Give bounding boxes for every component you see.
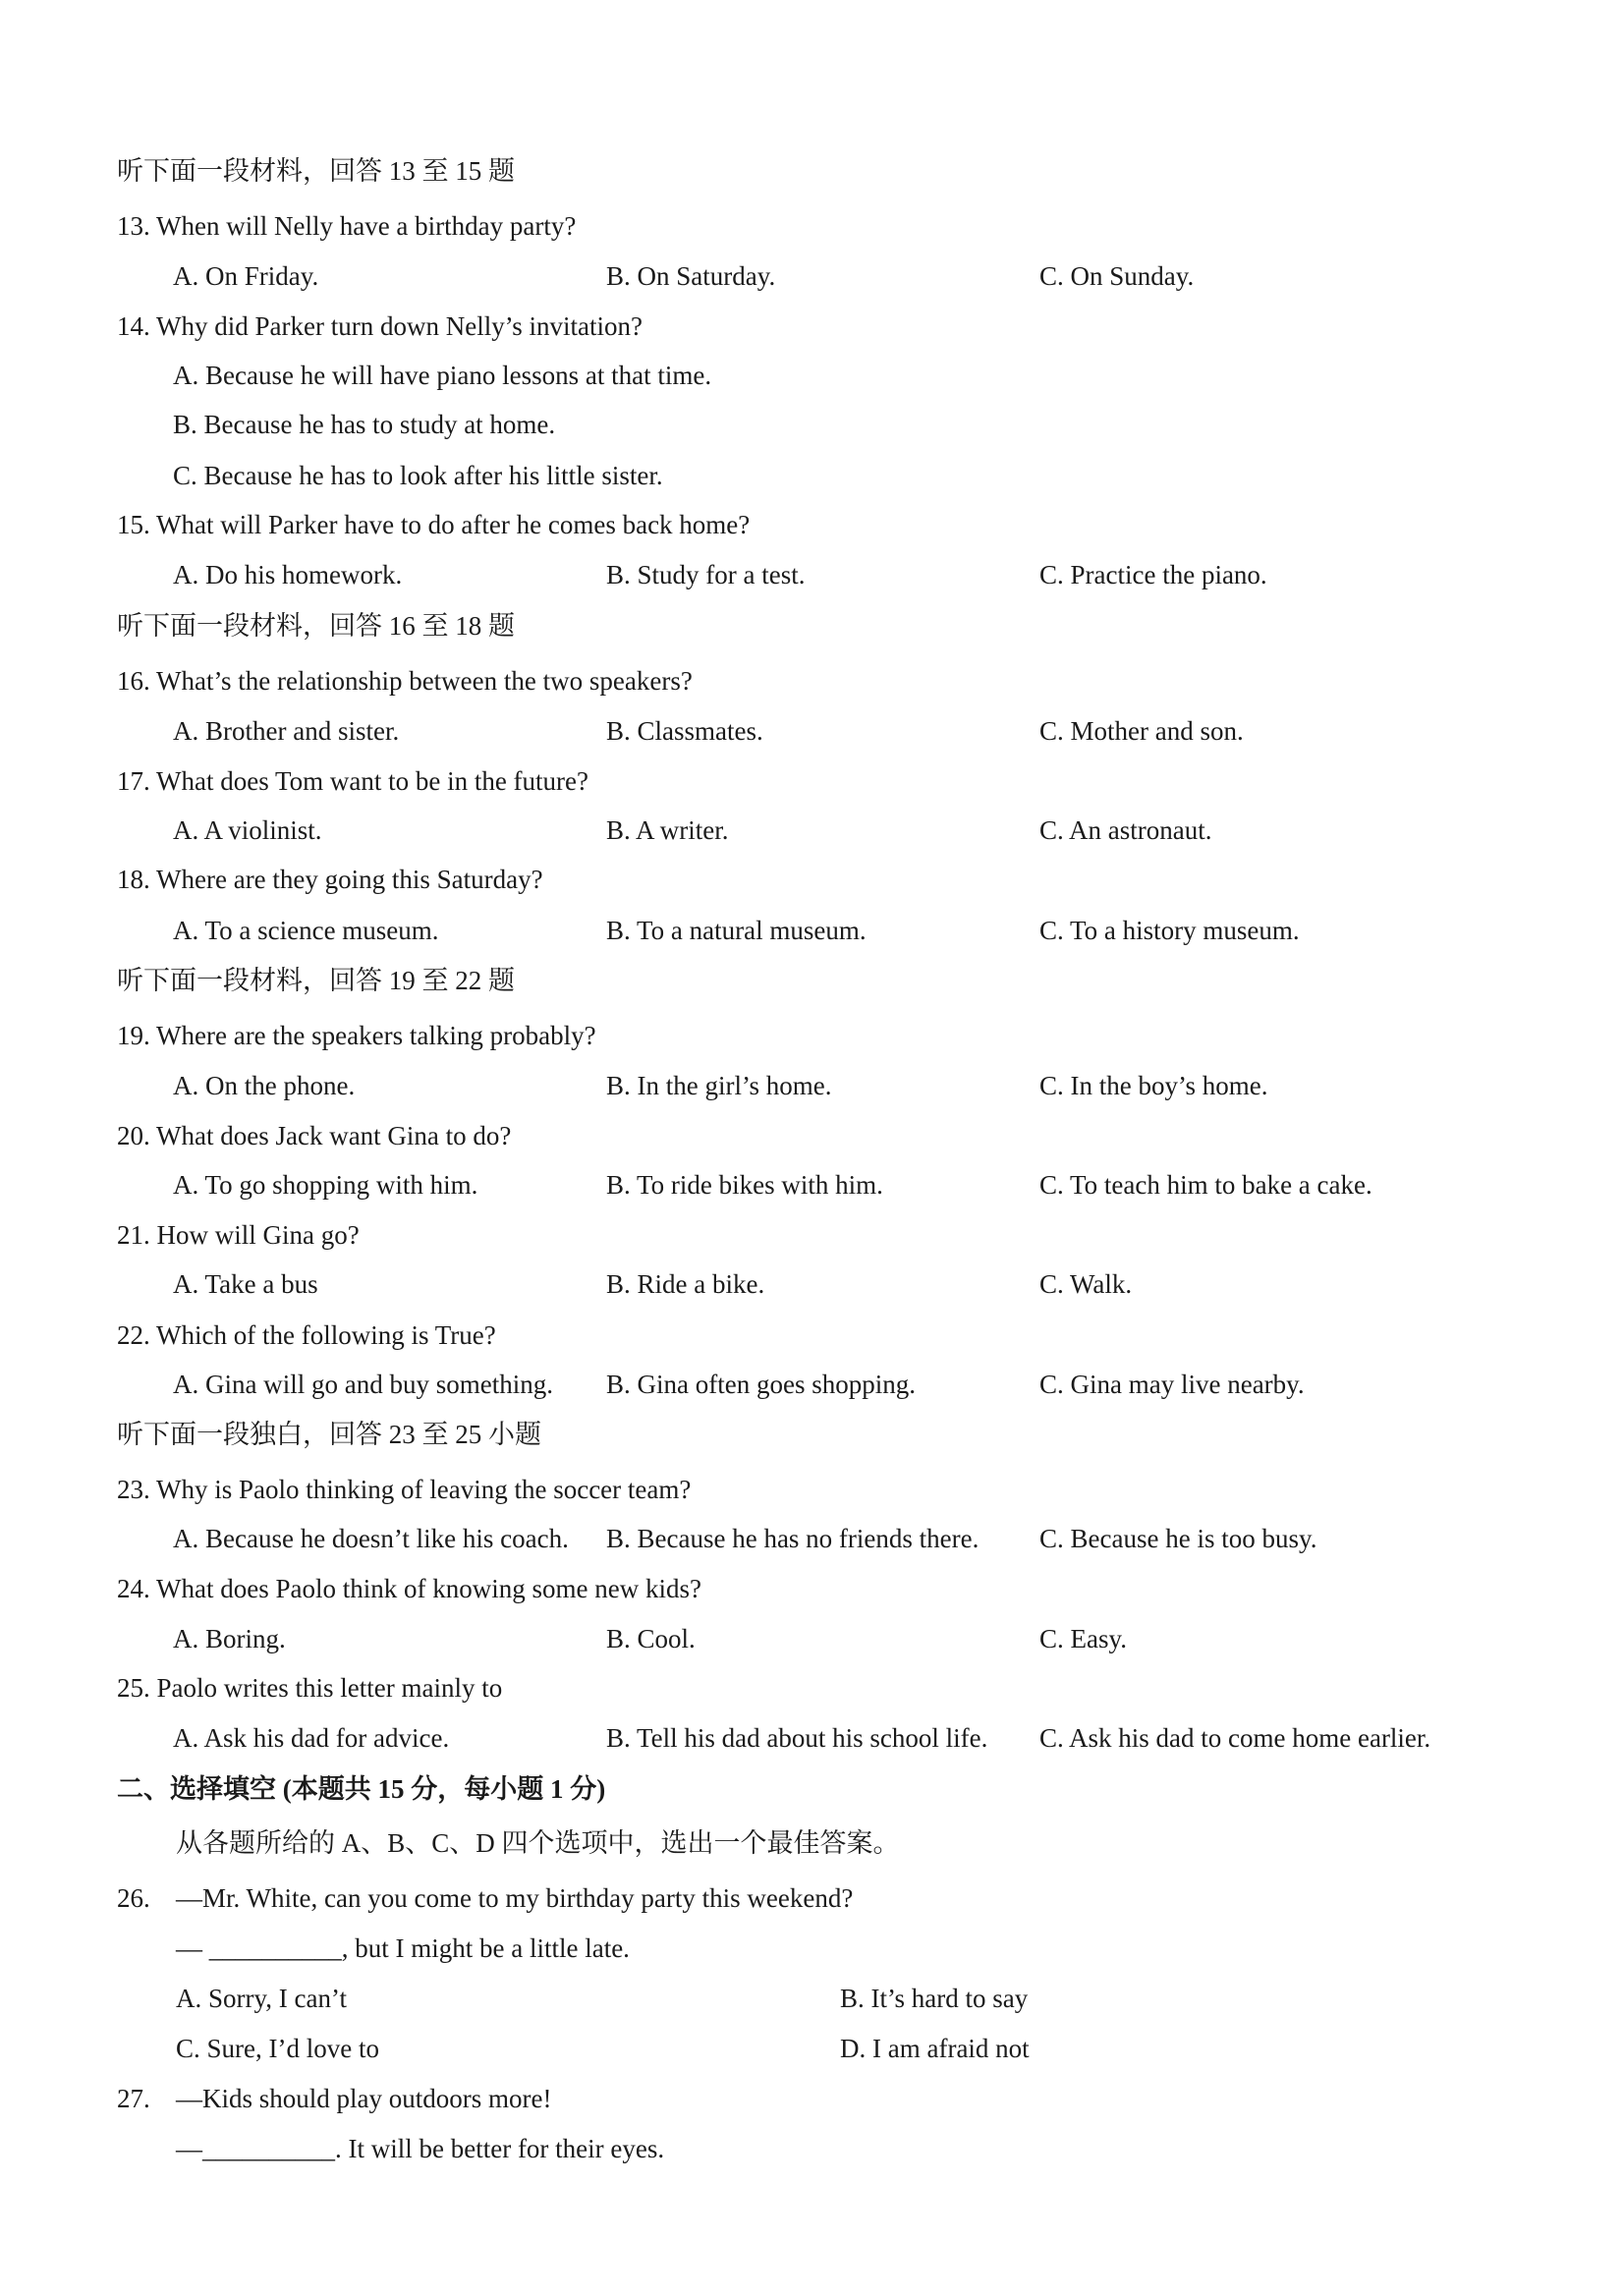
option-a: A. Brother and sister.: [173, 716, 400, 746]
part-instruction: 从各题所给的 A、B、C、D 四个选项中，选出一个最佳答案。: [176, 1828, 900, 1858]
option-a: A. A violinist.: [173, 815, 322, 845]
option-c: C. Because he has to look after his little sister.: [173, 461, 663, 490]
option-b: B. A writer.: [606, 815, 729, 845]
section-header: 听下面一段材料，回答 16 至 18 题: [117, 611, 515, 641]
dialogue-line: —__________. It will be better for their eyes.: [176, 2134, 665, 2163]
question-stem: 15. What will Parker have to do after he comes back home?: [117, 510, 751, 539]
option-a: A. On the phone.: [173, 1071, 356, 1100]
option-c: C. Easy.: [1039, 1624, 1127, 1653]
option-c: C. An astronaut.: [1039, 815, 1212, 845]
question-stem: 25. Paolo writes this letter mainly to: [117, 1673, 503, 1703]
dialogue-line: —Kids should play outdoors more!: [176, 2084, 552, 2113]
question-number: 27.: [117, 2084, 150, 2113]
question-stem: 13. When will Nelly have a birthday party?: [117, 211, 577, 241]
option-b: B. Because he has to study at home.: [173, 410, 556, 439]
question-stem: 22. Which of the following is True?: [117, 1320, 496, 1350]
option-c: C. Practice the piano.: [1039, 560, 1267, 589]
option-a: A. Gina will go and buy something.: [173, 1370, 553, 1399]
option-b: B. On Saturday.: [606, 261, 776, 291]
option-a: A. To go shopping with him.: [173, 1170, 478, 1200]
option-b: B. To ride bikes with him.: [606, 1170, 883, 1200]
option-b: B. Classmates.: [606, 716, 763, 746]
section-header: 听下面一段独白，回答 23 至 25 小题: [117, 1420, 541, 1449]
section-header: 听下面一段材料，回答 19 至 22 题: [117, 966, 515, 995]
question-stem: 18. Where are they going this Saturday?: [117, 865, 543, 894]
option-b: B. Because he has no friends there.: [606, 1524, 979, 1553]
question-stem: 17. What does Tom want to be in the future?: [117, 766, 589, 796]
option-c: C. To teach him to bake a cake.: [1039, 1170, 1372, 1200]
option-c: C. Mother and son.: [1039, 716, 1244, 746]
option-a: A. Do his homework.: [173, 560, 403, 589]
dialogue-line: —Mr. White, can you come to my birthday party this weekend?: [176, 1883, 854, 1913]
option-d: D. I am afraid not: [840, 2034, 1030, 2063]
option-a: A. Because he doesn’t like his coach.: [173, 1524, 569, 1553]
option-a: A. Sorry, I can’t: [176, 1984, 347, 2013]
option-c: C. In the boy’s home.: [1039, 1071, 1268, 1100]
question-stem: 24. What does Paolo think of knowing some new kids?: [117, 1574, 701, 1603]
question-stem: 16. What’s the relationship between the two speakers?: [117, 666, 693, 696]
question-number: 26.: [117, 1883, 150, 1913]
option-b: B. Study for a test.: [606, 560, 806, 589]
option-c: C. Walk.: [1039, 1269, 1133, 1299]
option-a: A. On Friday.: [173, 261, 319, 291]
option-a: A. Boring.: [173, 1624, 286, 1653]
option-a: A. Take a bus: [173, 1269, 318, 1299]
option-c: C. Because he is too busy.: [1039, 1524, 1317, 1553]
part-heading: 二、选择填空 (本题共 15 分，每小题 1 分): [117, 1774, 606, 1804]
option-c: C. On Sunday.: [1039, 261, 1195, 291]
option-c: C. To a history museum.: [1039, 916, 1300, 945]
option-a: A. Because he will have piano lessons at that time.: [173, 361, 712, 390]
section-header: 听下面一段材料，回答 13 至 15 题: [117, 156, 515, 186]
question-stem: 23. Why is Paolo thinking of leaving the soccer team?: [117, 1475, 692, 1504]
option-b: B. Cool.: [606, 1624, 696, 1653]
question-stem: 20. What does Jack want Gina to do?: [117, 1121, 512, 1150]
option-a: A. To a science museum.: [173, 916, 439, 945]
option-b: B. Tell his dad about his school life.: [606, 1723, 988, 1753]
question-stem: 14. Why did Parker turn down Nelly’s invitation?: [117, 311, 643, 341]
option-c: C. Sure, I’d love to: [176, 2034, 379, 2063]
dialogue-line: — __________, but I might be a little late.: [176, 1933, 630, 1963]
option-b: B. Gina often goes shopping.: [606, 1370, 916, 1399]
option-b: B. In the girl’s home.: [606, 1071, 832, 1100]
option-c: C. Ask his dad to come home earlier.: [1039, 1723, 1431, 1753]
option-a: A. Ask his dad for advice.: [173, 1723, 450, 1753]
option-b: B. Ride a bike.: [606, 1269, 765, 1299]
option-b: B. It’s hard to say: [840, 1984, 1029, 2013]
question-stem: 21. How will Gina go?: [117, 1220, 360, 1250]
option-b: B. To a natural museum.: [606, 916, 867, 945]
question-stem: 19. Where are the speakers talking probably?: [117, 1021, 596, 1050]
option-c: C. Gina may live nearby.: [1039, 1370, 1305, 1399]
